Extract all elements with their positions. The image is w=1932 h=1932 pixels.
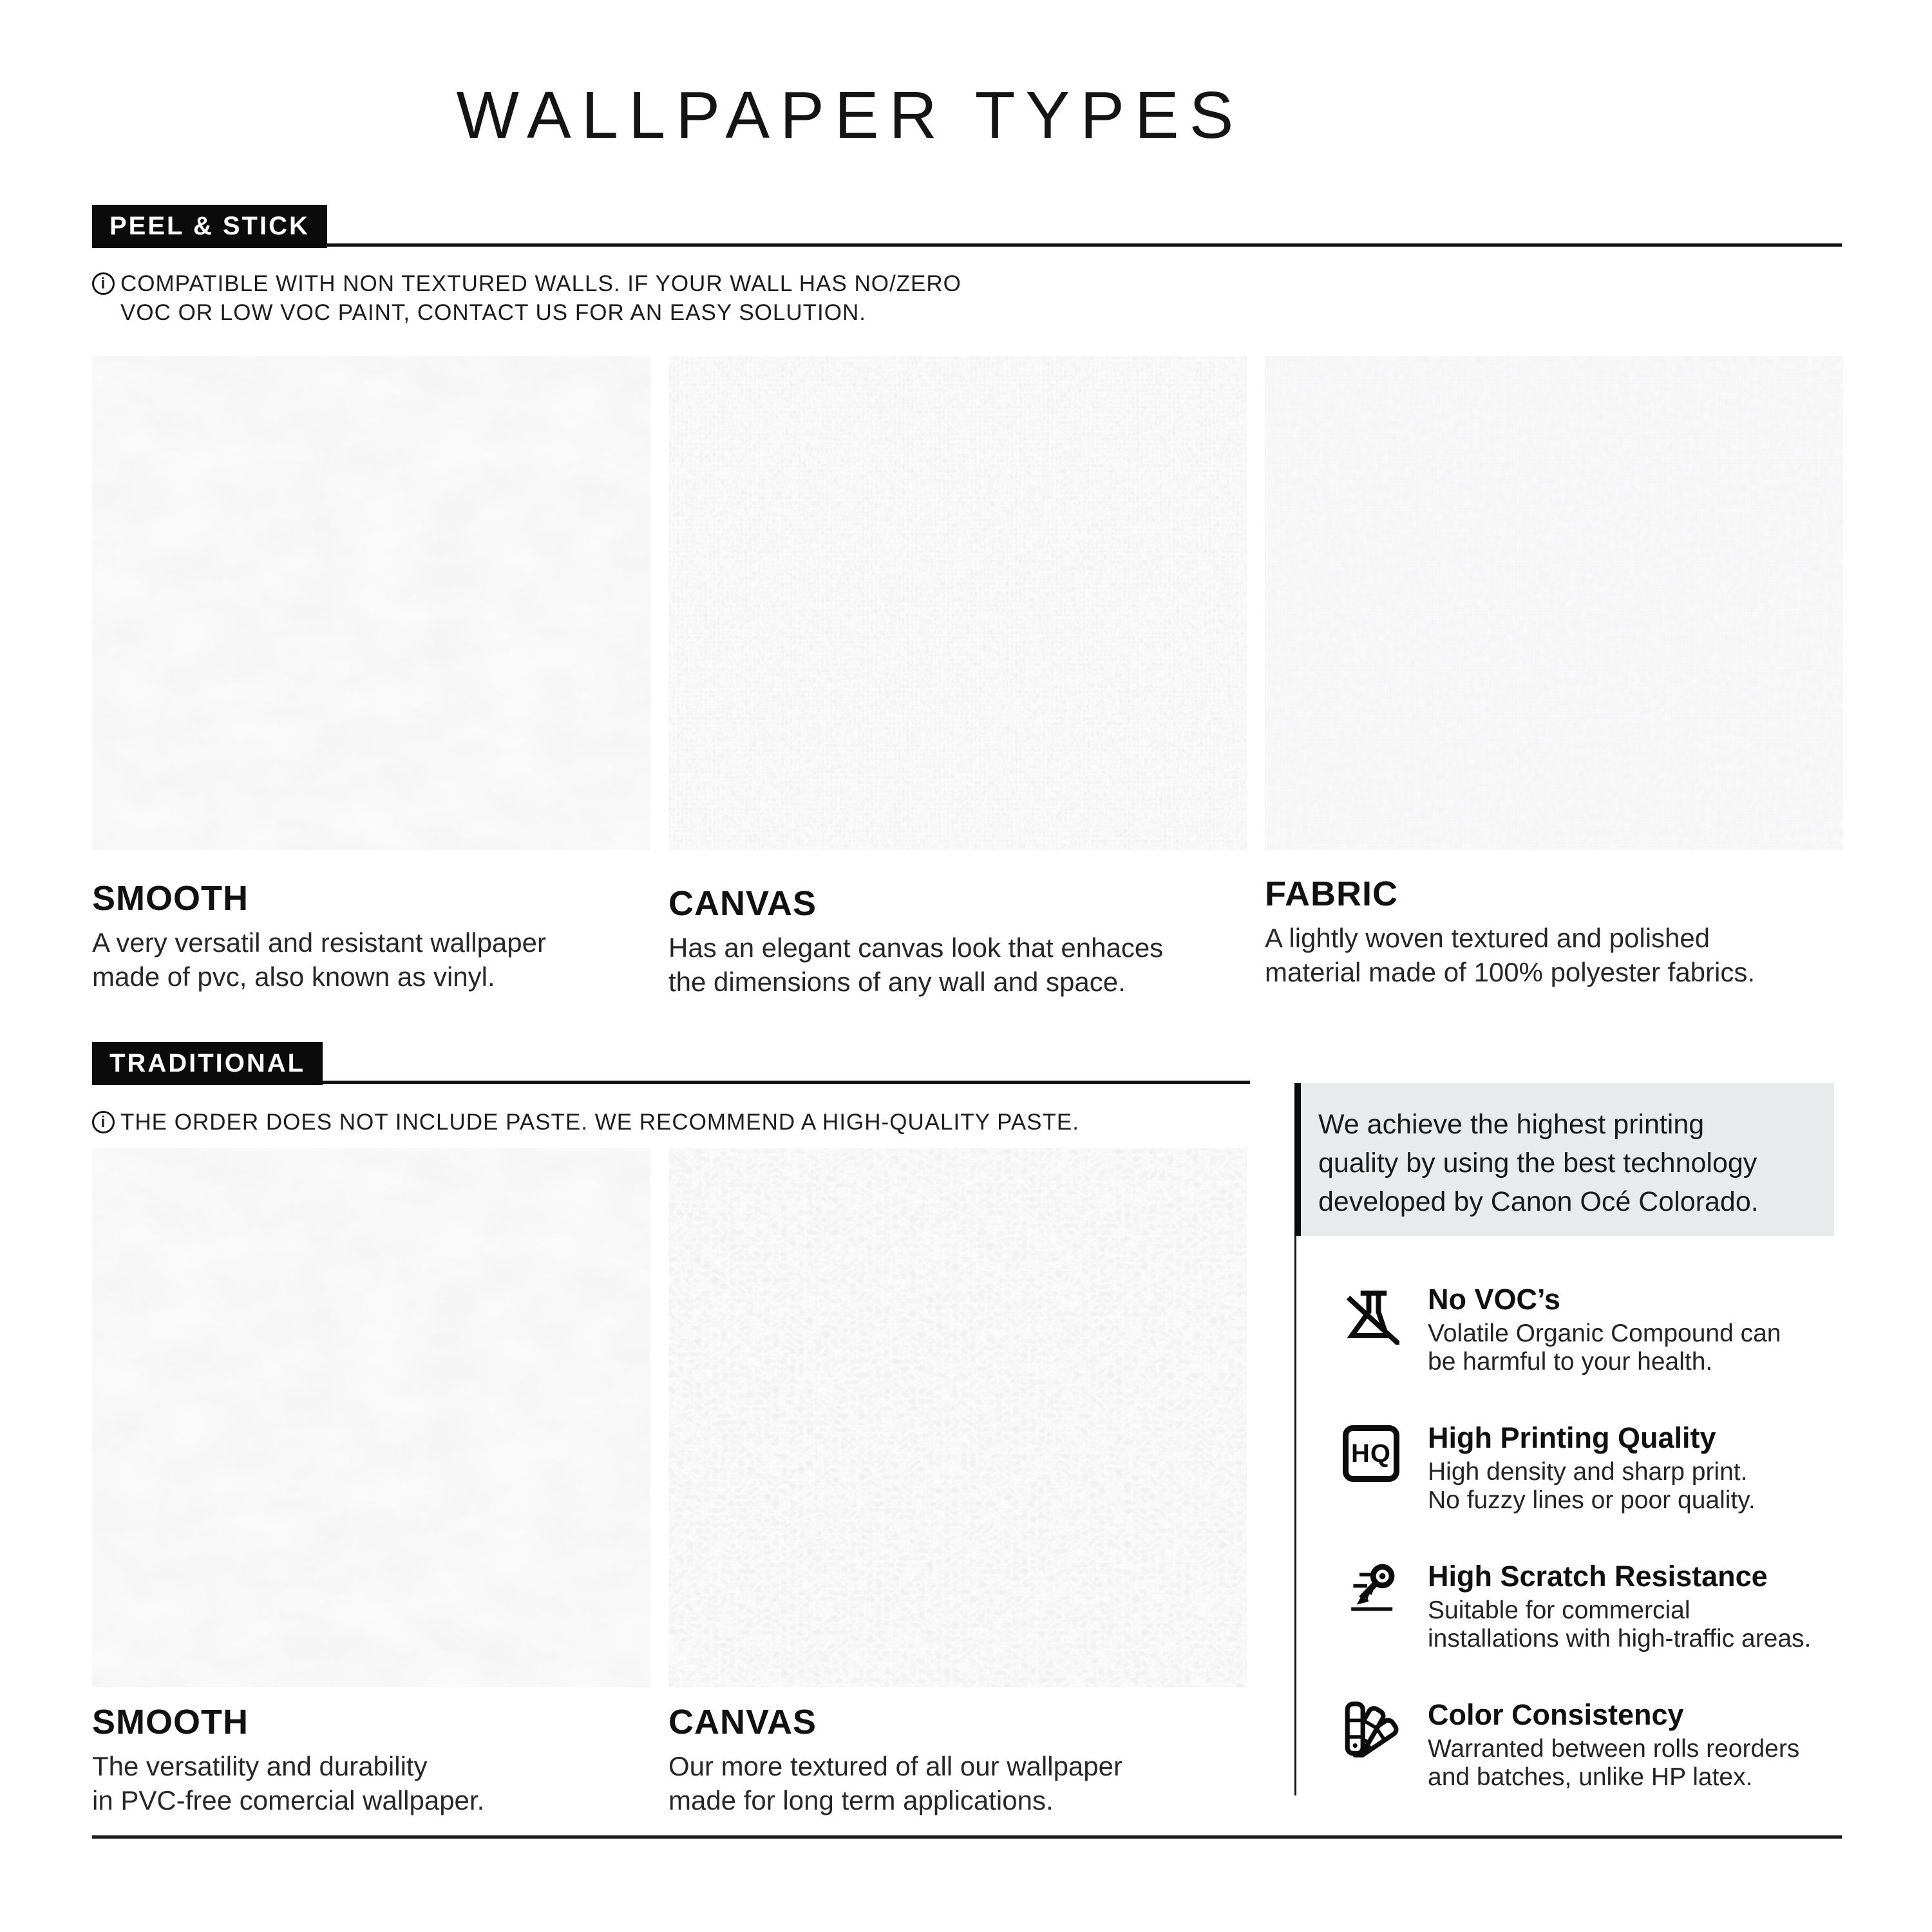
- bottom-rule: [92, 1835, 1842, 1839]
- fabric-texture-image: [1265, 356, 1843, 850]
- swatch-name: SMOOTH: [92, 1703, 249, 1741]
- swatch-card-peel-stick-fabric: [1265, 356, 1843, 989]
- hq-badge-icon: HQ: [1343, 1425, 1399, 1482]
- info-icon: i: [92, 1111, 115, 1133]
- swatch-card-traditional-canvas: [668, 1148, 1247, 1817]
- traditional-note: [92, 1108, 1079, 1137]
- note-line: VOC OR LOW VOC PAINT, CONTACT US FOR AN EASY SOLUTION.: [120, 300, 866, 325]
- feature-title: Color Consistency: [1428, 1698, 1684, 1731]
- smooth-texture-image: [92, 356, 650, 850]
- feature-title: No VOC’s: [1428, 1283, 1560, 1316]
- color-swatch-fan-icon: [1343, 1701, 1399, 1757]
- feature-description: Suitable for commercial installations with high-traffic areas.: [1428, 1596, 1812, 1653]
- note-line: COMPATIBLE WITH NON TEXTURED WALLS. IF YOUR WALL HAS NO/ZERO: [120, 271, 961, 296]
- quality-note-line: We achieve the highest printing: [1318, 1109, 1705, 1140]
- feature-title: High Scratch Resistance: [1428, 1560, 1768, 1593]
- swatch-name: FABRIC: [1265, 875, 1398, 913]
- scratch-resistance-key-icon: [1343, 1559, 1399, 1616]
- feature-description: Volatile Organic Compound can be harmful to your health.: [1428, 1320, 1781, 1376]
- quality-note-line: developed by Canon Océ Colorado.: [1318, 1186, 1759, 1217]
- swatch-card-traditional-smooth: [92, 1148, 650, 1817]
- swatch-description: A lightly woven textured and polished material made of 100% polyester fabrics.: [1265, 923, 1756, 987]
- peel-stick-note: [92, 269, 961, 327]
- feature-description: Warranted between rolls reorders and batches, unlike HP latex.: [1428, 1735, 1800, 1791]
- quality-note-line: quality by using the best technology: [1318, 1148, 1757, 1179]
- swatch-name: CANVAS: [668, 884, 817, 923]
- feature-high-scratch-resistance: [1428, 1560, 1811, 1653]
- feature-color-consistency: [1428, 1698, 1799, 1792]
- traditional-badge: TRADITIONAL: [92, 1042, 323, 1085]
- feature-high-printing-quality: [1428, 1421, 1756, 1515]
- peel-stick-rule: [92, 243, 1842, 247]
- feature-title: High Printing Quality: [1428, 1421, 1716, 1454]
- smooth-texture-image: [92, 1148, 650, 1687]
- swatch-name: SMOOTH: [92, 879, 249, 918]
- no-voc-flask-icon: [1343, 1288, 1399, 1345]
- canvas-texture-image: [668, 1148, 1247, 1687]
- printing-quality-panel: [1294, 1083, 1834, 1236]
- page-title: WALLPAPER TYPES: [456, 78, 1244, 152]
- swatch-card-peel-stick-smooth: [92, 356, 650, 994]
- swatch-card-peel-stick-canvas: [668, 356, 1247, 999]
- info-icon: i: [92, 272, 115, 295]
- feature-no-vocs: [1428, 1283, 1781, 1376]
- note-line: THE ORDER DOES NOT INCLUDE PASTE. WE RECOMMEND A HIGH-QUALITY PASTE.: [120, 1110, 1079, 1135]
- swatch-description: The versatility and durability in PVC-free comercial wallpaper.: [92, 1751, 485, 1815]
- swatch-description: Has an elegant canvas look that enhaces the dimensions of any wall and space.: [668, 933, 1164, 997]
- swatch-description: Our more textured of all our wallpaper made for long term applications.: [668, 1751, 1122, 1815]
- canvas-texture-image: [668, 356, 1247, 850]
- swatch-name: CANVAS: [668, 1703, 817, 1741]
- peel-stick-badge: PEEL & STICK: [92, 205, 327, 248]
- feature-description: High density and sharp print. No fuzzy lines or poor quality.: [1428, 1458, 1756, 1514]
- swatch-description: A very versatil and resistant wallpaper made of pvc, also known as vinyl.: [92, 927, 546, 992]
